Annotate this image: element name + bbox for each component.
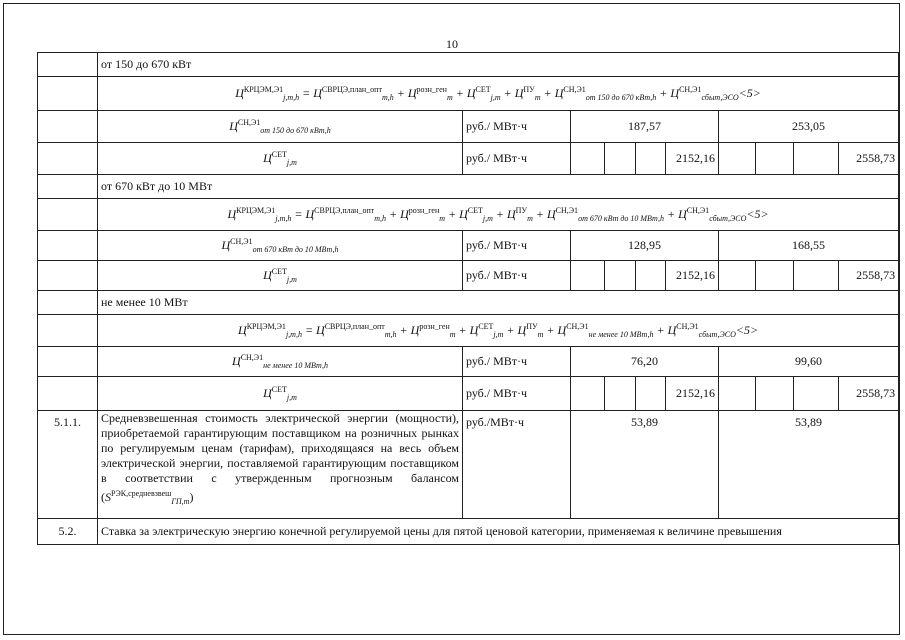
unit-cell: руб./МВт·ч <box>463 411 571 519</box>
formula: $Ц^{КРЦЭМ,Э1}_{j,m,h} = Ц^{СВРЦЭ,план\_опт}_{m,h} + Ц^{розн\_ген}_m + Ц^{СЕТ}_{j,m} + Ц^{ПУ}_m + Ц^{СН,Э1}_{от 670 кВт до 10 МВт,h} + Ц^{СН,Э1}_{сбыт,ЭСО}<5>$ <box>98 199 899 231</box>
formula: $Ц^{КРЦЭМ,Э1}_{j,m,h} = Ц^{СВРЦЭ,план\_опт}_{m,h} + Ц^{розн\_ген}_m + Ц^{СЕТ}_{j,m} + Ц^{ПУ}_m + Ц^{СН,Э1}_{от 150 до 670 кВт,h} + Ц^{СН,Э1}_{сбыт,ЭСО}<5>$ <box>98 77 899 111</box>
table-row <box>38 377 899 411</box>
table-row <box>38 53 899 77</box>
set-component-label: $Ц^{СЕТ}_{j,m}$ <box>98 143 463 175</box>
table-row <box>38 111 899 143</box>
set-component-label: $Ц^{СЕТ}_{j,m}$ <box>98 377 463 411</box>
unit-cell: руб./ МВт·ч <box>463 231 571 261</box>
value-cell: 2152,16 <box>666 261 719 291</box>
row-number: 5.2. <box>38 519 98 545</box>
tariff-table <box>37 52 899 545</box>
unit-cell: руб./ МВт·ч <box>463 347 571 377</box>
value-cell: 253,05 <box>719 111 899 143</box>
sn-component-label: $Ц^{СН,Э1}_{не менее 10 МВт,h}$ <box>98 347 463 377</box>
row-description: Ставка за электрическую энергию конечной регулируемой цены для пятой ценовой категории, применяемая к величине превышения <box>98 519 899 545</box>
table-row <box>38 231 899 261</box>
value-cell: 128,95 <box>571 231 719 261</box>
sn-component-label: $Ц^{СН,Э1}_{от 670 кВт до 10 МВт,h}$ <box>98 231 463 261</box>
value-cell: 99,60 <box>719 347 899 377</box>
table-row <box>38 77 899 111</box>
table-row <box>38 519 899 545</box>
formula: $Ц^{КРЦЭМ,Э1}_{j,m,h} = Ц^{СВРЦЭ,план\_опт}_{m,h} + Ц^{розн\_ген}_m + Ц^{СЕТ}_{j,m} + Ц^{ПУ}_m + Ц^{СН,Э1}_{не менее 10 МВт,h} + Ц^{СН,Э1}_{сбыт,ЭСО}<5>$ <box>98 315 899 347</box>
sn-component-label: $Ц^{СН,Э1}_{от 150 до 670 кВт,h}$ <box>98 111 463 143</box>
section-heading: не менее 10 МВт <box>98 291 899 315</box>
page-number: 10 <box>446 37 458 51</box>
set-component-label: $Ц^{СЕТ}_{j,m}$ <box>98 261 463 291</box>
value-cell: 2152,16 <box>666 143 719 175</box>
value-cell: 187,57 <box>571 111 719 143</box>
table-row <box>38 315 899 347</box>
section-heading: от 150 до 670 кВт <box>98 53 899 77</box>
row-description-text: Средневзвешенная стоимость электрической энергии (мощности), приобретаемой гарантирующим поставщиком на розничных рынках по регулируемым ценам (тарифам), приходящаяся на весь объем электрической энергии, поставляемой гарантирующим поставщиком в соответствии с утвержденным прогнозным балансом ( <box>101 411 459 504</box>
unit-cell: руб./ МВт·ч <box>463 143 571 175</box>
row-number: 5.1.1. <box>38 411 98 519</box>
table-row <box>38 261 899 291</box>
value-cell: 168,55 <box>719 231 899 261</box>
value-cell: 76,20 <box>571 347 719 377</box>
value-cell: 2558,73 <box>839 261 899 291</box>
table-row <box>38 411 899 519</box>
unit-cell: руб./ МВт·ч <box>463 261 571 291</box>
value-cell: 2152,16 <box>666 377 719 411</box>
row-description: Средневзвешенная стоимость электрической энергии (мощности), приобретаемой гарантирующим поставщиком на розничных рынках по регулируемым ценам (тарифам), приходящаяся на весь объем электрической энергии, поставляемой гарантирующим поставщиком в соответствии с утвержденным прогнозным балансом $(S^{РЭК,средневзвеш}_{ГП,m})$ <box>98 411 463 519</box>
value-cell: 53,89 <box>571 411 719 519</box>
unit-cell: руб./ МВт·ч <box>463 111 571 143</box>
table-row <box>38 347 899 377</box>
table-row <box>38 175 899 199</box>
value-cell: 2558,73 <box>839 377 899 411</box>
table-row <box>38 143 899 175</box>
value-cell: 2558,73 <box>839 143 899 175</box>
unit-cell: руб./ МВт·ч <box>463 377 571 411</box>
value-cell: 53,89 <box>719 411 899 519</box>
section-heading: от 670 кВт до 10 МВт <box>98 175 899 199</box>
table-row <box>38 199 899 231</box>
table-row <box>38 291 899 315</box>
